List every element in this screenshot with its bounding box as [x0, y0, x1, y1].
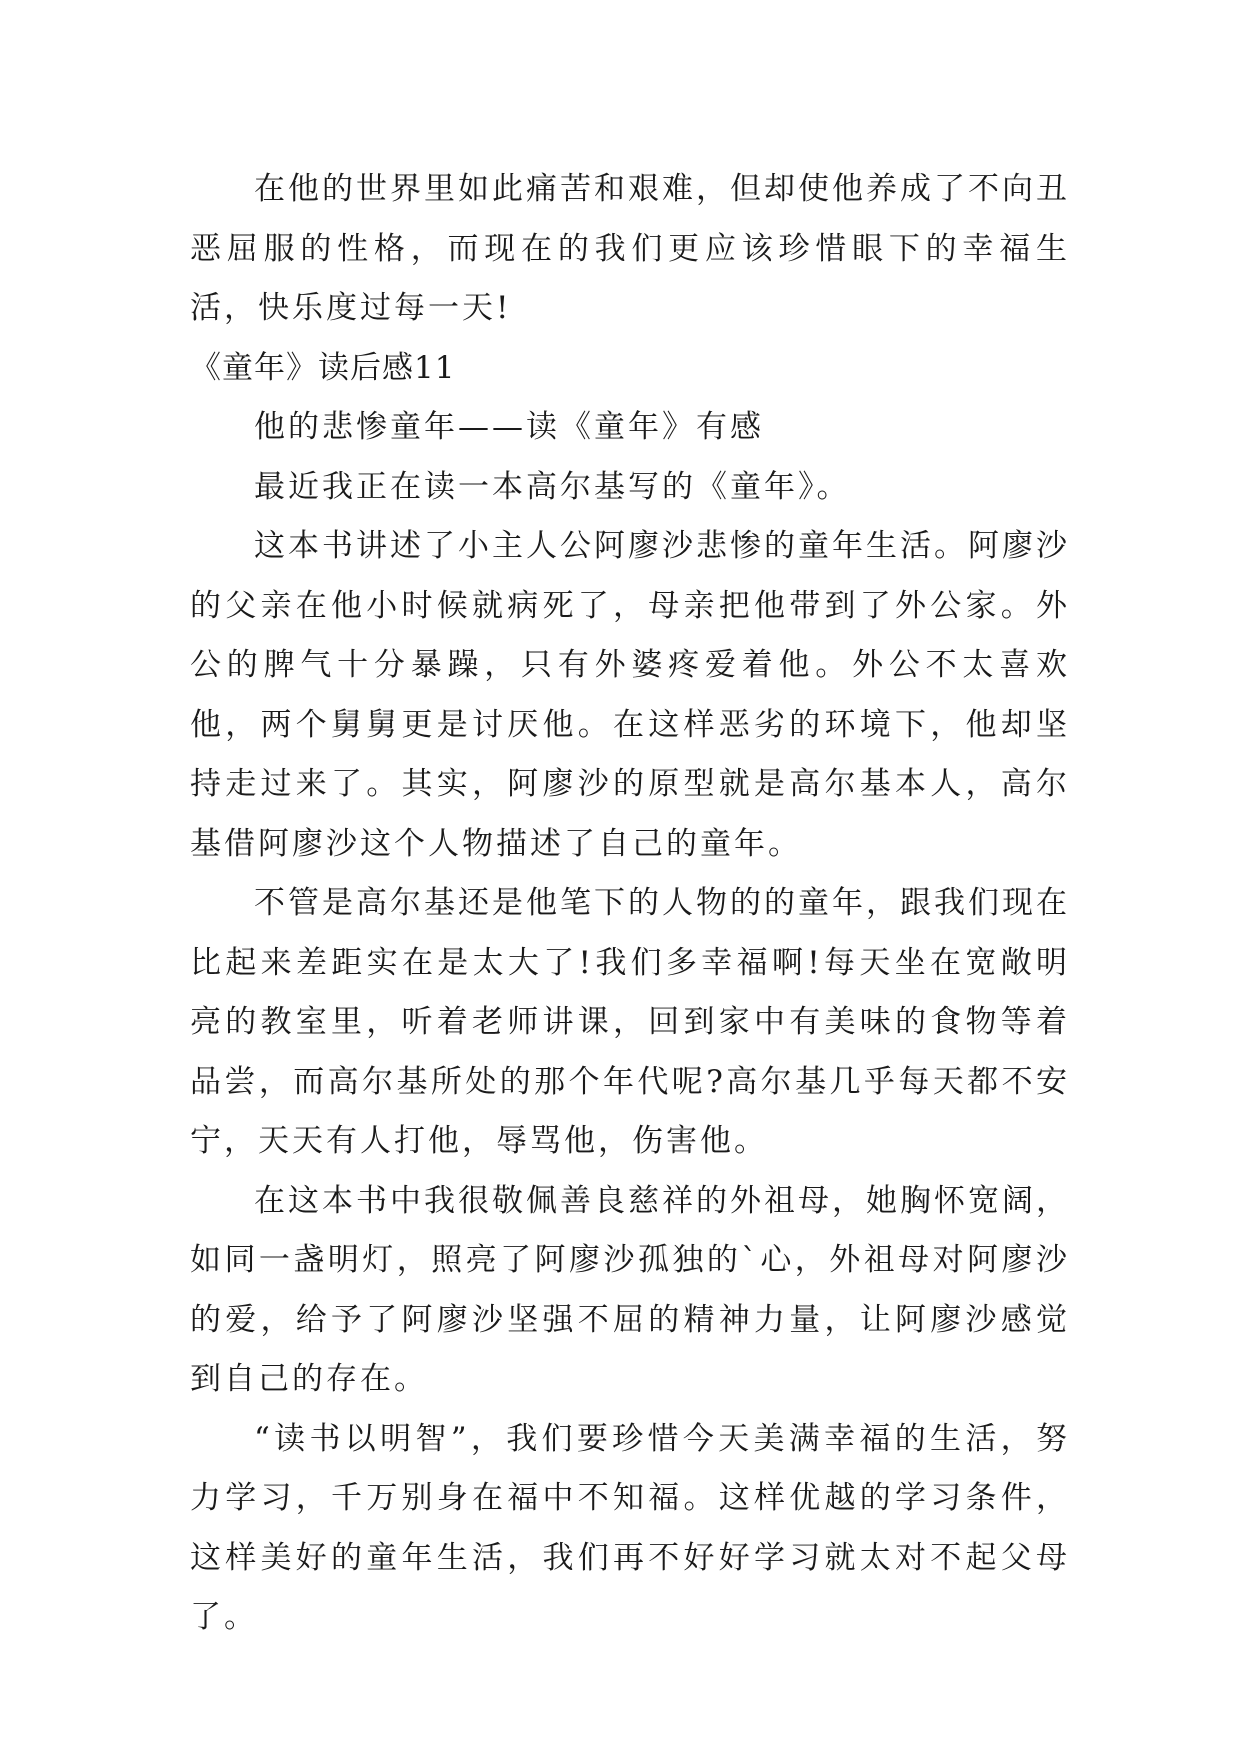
paragraph-1: 在他的世界里如此痛苦和艰难，但却使他养成了不向丑恶屈服的性格，而现在的我们更应该珍惜眼下的幸福生活，快乐度过每一天! [190, 171, 1070, 326]
section-heading: 《童年》读后感11 [190, 349, 456, 386]
paragraph-comparison: 不管是高尔基还是他笔下的人物的的童年，跟我们现在比起来差距实在是太大了!我们多幸福啊!每天坐在宽敞明亮的教室里，听着老师讲课，回到家中有美味的食物等着品尝，而高尔基所处的那个年代呢?高尔基几乎每天都不安宁，天天有人打他，辱骂他，伤害他。 [190, 885, 1070, 1159]
paragraph-conclusion: “读书以明智”，我们要珍惜今天美满幸福的生活，努力学习，千万别身在福中不知福。这样优越的学习条件，这样美好的童年生活，我们再不好好学习就太对不起父母了。 [190, 1420, 1070, 1635]
document-body [190, 160, 1070, 1648]
paragraph-intro: 最近我正在读一本高尔基写的《童年》。 [254, 468, 851, 505]
essay-subtitle: 他的悲惨童年——读《童年》有感 [254, 409, 764, 445]
paragraph-grandmother: 在这本书中我很敬佩善良慈祥的外祖母，她胸怀宽阔，如同一盏明灯，照亮了阿廖沙孤独的`心，外祖母对阿廖沙的爱，给予了阿廖沙坚强不屈的精神力量，让阿廖沙感觉到自己的存在。 [190, 1182, 1070, 1397]
paragraph-story: 这本书讲述了小主人公阿廖沙悲惨的童年生活。阿廖沙的父亲在他小时候就病死了，母亲把他带到了外公家。外公的脾气十分暴躁，只有外婆疼爱着他。外公不太喜欢他，两个舅舅更是讨厌他。在这样恶劣的环境下，他却坚持走过来了。其实，阿廖沙的原型就是高尔基本人，高尔基借阿廖沙这个人物描述了自己的童年。 [190, 528, 1070, 862]
